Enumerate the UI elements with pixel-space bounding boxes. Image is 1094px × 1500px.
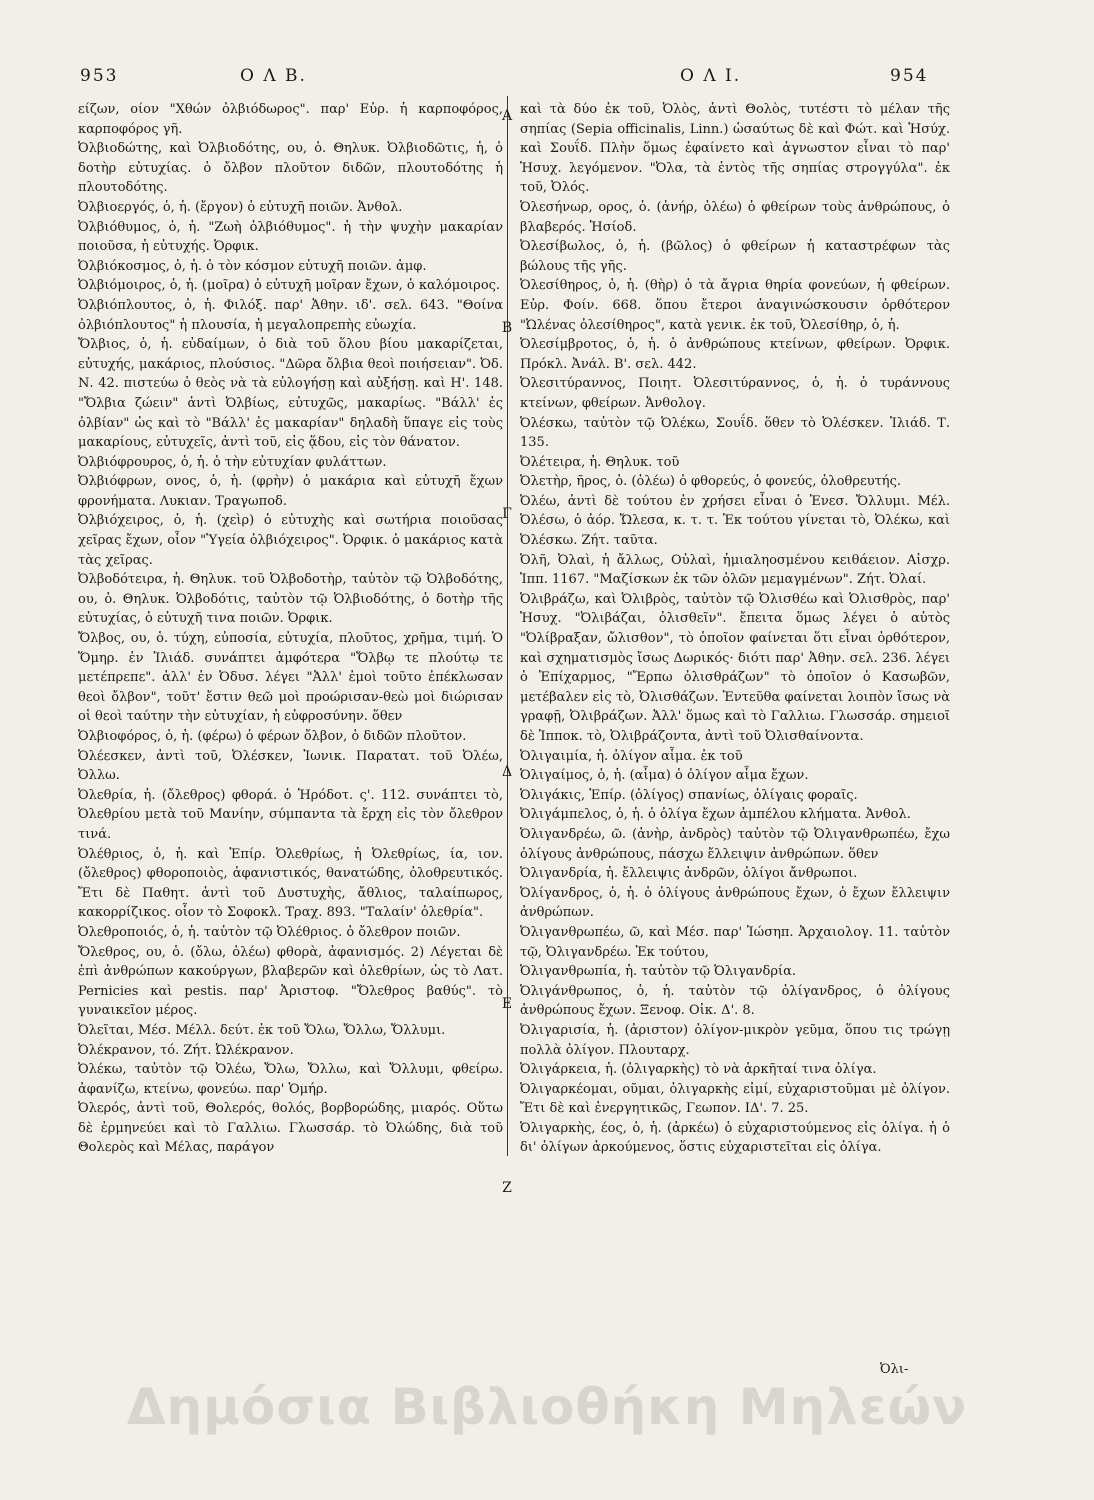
dictionary-entry: Ὀλβιόχειρος, ὁ, ἡ. (χεὶρ) ὁ εὐτυχὴς καὶ σωτήρια ποιοῦσας χεῖρας ἔχων, οἷον "Ὑγεία ὀλβιόχειρος". Ὀρφικ. ὁ μακάριος κατὰ τὰς χεῖρας. bbox=[78, 513, 503, 568]
dictionary-entry: Ὀλβιοδώτης, καὶ Ὀλβιοδότης, ου, ὁ. Θηλυκ. Ὀλβιοδῶτις, ἡ, ὁ δοτὴρ εὐτυχίας. ὁ ὄλβον πλοῦτον διδῶν, πλουτοδότης ἡ πλουτοδότης. bbox=[78, 141, 503, 196]
left-column bbox=[78, 100, 503, 1158]
dictionary-entry: Ὄλβιος, ὁ, ἡ. εὐδαίμων, ὁ διὰ τοῦ ὅλου βίου μακαρίζεται, εὐτυχής, μακάριος, πλούσιος. "Δῶρα ὄλβια θεοὶ ποιήσειαν". Ὀδ. Ν. 42. πιστεύω ὁ θεὸς νὰ τὰ εὐλογήσῃ καὶ αὐξήσῃ. καὶ Η'. 148. "Ὄλβια ζώειν" ἀντὶ Ὀλβίως, εὐτυχῶς, μακαρίως. "Βάλλ' ἐς ὀλβίαν" ὡς καὶ τὸ "Βάλλ' ἐς μακαρίαν" δηλαδὴ ὕπαγε εἰς τοὺς μακαρίους, εὐτυχεῖς, ἀντὶ τοῦ, εἰς ᾅδου, εἰς τὸν θάνατον. bbox=[78, 337, 503, 451]
dictionary-entry: Ὀλβιόκοσμος, ὁ, ἡ. ὁ τὸν κόσμον εὐτυχῆ ποιῶν. ἀμφ. bbox=[78, 258, 427, 274]
right-running-head: Ο Λ Ι. bbox=[680, 66, 742, 86]
dictionary-entry: Ὀλιγαιμία, ἡ. ὀλίγον αἷμα. ἐκ τοῦ bbox=[520, 748, 743, 764]
dictionary-entry: Ὀλιγανδρέω, ῶ. (ἀνὴρ, ἀνδρὸς) ταὐτὸν τῷ Ὀλιγανθρωπέω, ἔχω ὀλίγους ἀνθρώπους, πάσχω ἔλλειψιν ἀνθρώπων. ὅθεν bbox=[520, 826, 950, 862]
dictionary-entry: Ὀλβοδότειρα, ἡ. Θηλυκ. τοῦ Ὀλβοδοτὴρ, ταὐτὸν τῷ Ὀλβοδότης, ου, ὁ. Θηλυκ. Ὀλβοδότις, ταὐτὸν τῷ Ὀλβιοδότης, ὁ δοτὴρ τῆς εὐτυχίας, ὁ εὐτυχῆ τινα ποιῶν. Ὀρφικ. bbox=[78, 572, 503, 627]
dictionary-entry: Ὀλιβράζω, καὶ Ὀλιβρὸς, ταὐτὸν τῷ Ὀλισθέω καὶ Ὀλισθρὸς, παρ' Ἡσυχ. "Ὀλιβάζαι, ὀλισθεῖν". ἔπειτα ὅμως λέγει ὁ αὐτὸς "Ὀλίβραξαν, ὤλισθον", τὸ ὁποῖον φαίνεται ὅτι εἶναι ὀρθότερον, καὶ σχηματισμὸς ἴσως Δωρικός· διότι παρ' Ἀθην. σελ. 236. λέγει ὁ Ἐπίχαρμος, "Ἔρπω ὀλισθράζων" τὸ ὁποῖον ὁ Κασωβῶν, μετέβαλεν εἰς τὸ, Ὀλισθάζων. Ἐντεῦθα φαίνεται λοιπὸν ἴσως νὰ γραφῇ, Ὀλιβράζων. Ἀλλ' ὅμως καὶ τὸ Γαλλιω. Γλωσσάρ. σημειοῖ δὲ Ἱπποκ. τὸ, Ὀλιβράζοντα, ἀντὶ τοῦ Ὀλισθαίνοντα. bbox=[520, 591, 950, 744]
dictionary-entry: Ὀλβιόθυμος, ὁ, ἡ. "Ζωὴ ὀλβιόθυμος". ἡ τὴν ψυχὴν μακαρίαν ποιοῦσα, ἡ εὐτυχής. Ὀρφικ. bbox=[78, 219, 503, 255]
dictionary-entry: Ὀλιγάμπελος, ὁ, ἡ. ὁ ὀλίγα ἔχων ἀμπέλου κλήματα. Ἀνθολ. bbox=[520, 807, 911, 823]
dictionary-entry: Ὀλβιόμοιρος, ὁ, ἡ. (μοῖρα) ὁ εὐτυχῆ μοῖραν ἔχων, ὁ καλόμοιρος. bbox=[78, 278, 501, 294]
dictionary-entry: Ὀλιγανδρία, ἡ. ἔλλειψις ἀνδρῶν, ὀλίγοι ἄνθρωποι. bbox=[520, 866, 858, 882]
dictionary-entry: Ὀλεσήνωρ, ορος, ὁ. (ἀνήρ, ὀλέω) ὁ φθείρων τοὺς ἀνθρώπους, ὁ βλαβερός. Ἡσίοδ. bbox=[520, 199, 950, 235]
dictionary-entry: Ὀλετὴρ, ῆρος, ὁ. (ὀλέω) ὁ φθορεύς, ὁ φονεύς, ὀλοθρευτής. bbox=[520, 474, 901, 490]
section-marker: Δ bbox=[501, 764, 513, 780]
dictionary-entry: Ὀλέσκω, ταὐτὸν τῷ Ὀλέκω, Σουΐδ. ὅθεν τὸ Ὀλέσκεν. Ἰλιάδ. Τ. 135. bbox=[520, 415, 950, 451]
dictionary-entry: Ὀλβιοεργός, ὁ, ἡ. (ἔργον) ὁ εὐτυχῆ ποιῶν. Ἀνθολ. bbox=[78, 199, 403, 215]
library-watermark: Δημόσια Βιβλιοθήκη Μηλεών bbox=[126, 1378, 968, 1436]
section-marker: Β bbox=[501, 320, 513, 336]
dictionary-entry: Ὀλβιόφρων, ονος, ὁ, ἡ. (φρὴν) ὁ μακάρια καὶ εὐτυχῆ ἔχων φρονήματα. Λυκιαν. Τραγωποδ. bbox=[78, 474, 503, 509]
dictionary-entry: Ὀλεθροποιός, ὁ, ἡ. ταὐτὸν τῷ Ὀλέθριος. ὁ ὄλεθρον ποιῶν. bbox=[78, 924, 461, 940]
dictionary-entry: Ὀλιγάνθρωπος, ὁ, ἡ. ταὐτὸν τῷ ὀλίγανδρος, ὁ ὀλίγους ἀνθρώπους ἔχων. Ξενοφ. Οἰκ. Δ'. 8. bbox=[520, 983, 950, 1019]
dictionary-entry: Ὀλεῖται, Μέσ. Μέλλ. δεύτ. ἐκ τοῦ Ὄλω, Ὄλλω, Ὄλλυμι. bbox=[78, 1022, 446, 1038]
dictionary-entry: Ὀλιγαίμος, ὁ, ἡ. (αἷμα) ὁ ὀλίγον αἷμα ἔχων. bbox=[520, 768, 809, 784]
dictionary-entry: Ὀλιγάρκεια, ἡ. (ὀλιγαρκὴς) τὸ νὰ ἀρκῆταί τινα ὀλίγα. bbox=[520, 1062, 877, 1078]
section-marker: Α bbox=[501, 108, 513, 124]
dictionary-entry: Ὀλιγανθρωπέω, ῶ, καὶ Μέσ. παρ' Ἰώσηπ. Ἀρχαιολογ. 11. ταὐτὸν τῷ, Ὀλιγανδρέω. Ἐκ τούτου, bbox=[520, 924, 950, 960]
dictionary-entry: Ὀλεσίμβροτος, ὁ, ἡ. ὁ ἀνθρώπους κτείνων, φθείρων. Ὀρφικ. Πρόκλ. Ἀνάλ. Β'. σελ. 442. bbox=[520, 337, 950, 372]
dictionary-entry: Ὀλεθρία, ἡ. (ὄλεθρος) φθορά. ὁ Ἡρόδοτ. ς'. 112. συνάπτει τὸ, Ὀλεθρίου μετὰ τοῦ Μανίην, σύμπαντα τὰ ἔρχη εἰς τὸν ὄλεθρον τινά. bbox=[78, 787, 503, 842]
dictionary-entry: Ὀλβιόφρουρος, ὁ, ἡ. ὁ τὴν εὐτυχίαν φυλάττων. bbox=[78, 454, 387, 470]
dictionary-entry: καὶ τὰ δύο ἐκ τοῦ, Ὀλὸς, ἀντὶ Θολὸς, τυτέστι τὸ μέλαν τῆς σηπίας (Sepia officinalis, Linn.) ὡσαύτως δὲ καὶ Φώτ. καὶ Ἡσύχ. καὶ Σουΐδ. Πλὴν ὅμως ἐφαίνετο καὶ ἀγνωστον εἶναι τὸ παρ' Ἡσυχ. λεγόμενον. "Ὀλα, τὰ ἐντὸς τῆς σηπίας στρογγύλα". ἐκ τοῦ, Ὀλός. bbox=[520, 102, 950, 196]
dictionary-entry: Ὀλβιόπλουτος, ὁ, ἡ. Φιλόξ. παρ' Ἀθην. ιδ'. σελ. 643. "Θοίνα ὀλβιόπλουτος" ἡ πλουσία, ἡ μεγαλοπρεπὴς εὐωχία. bbox=[78, 297, 503, 333]
dictionary-entry: είζων, οίον "Χθών ὀλβιόδωρος". παρ' Εὐρ. ἡ καρποφόρος, καρποφόρος γῆ. bbox=[78, 102, 503, 137]
dictionary-entry: Ὀλεσίβωλος, ὁ, ἡ. (βῶλος) ὁ φθείρων ἡ καταστρέφων τὰς βώλους τῆς γῆς. bbox=[520, 239, 950, 274]
dictionary-entry: Ὀλέθριος, ὁ, ἡ. καὶ Ἐπίρ. Ὀλεθρίως, ἡ Ὀλεθρίως, ία, ιον. (ὄλεθρος) φθοροποιὸς, ἀφανιστικός, θανατώδης, ὀλοθρευτικός. Ἔτι δὲ Παθητ. ἀντὶ τοῦ Δυστυχὴς, ἄθλιος, ταλαίπωρος, κακορρίζικος. οἷον τὸ Σοφοκλ. Τραχ. 893. "Ταλαίν' ὀλεθρία". bbox=[78, 846, 503, 921]
dictionary-entry: Ὄλβος, ου, ὁ. τύχη, εὐποσία, εὐτυχία, πλοῦτος, χρῆμα, τιμή. Ὁ Ὅμηρ. ἐν Ἰλιάδ. συνάπτει ἀμφότερα "Ὄλβῳ τε πλούτῳ τε μετέπρεπε". ἀλλ' ἐν Ὀδυσ. λέγει "Ἀλλ' ἐμοὶ τοῦτο ἐπέκλωσαν θεοὶ ὄλβον", τοῦτ' ἔστιν θεῶ μοὶ προώρισαν-θεὼ μοὶ διώρισαν οἱ θεοὶ ταύτην τὴν εὐτυχίαν, ἡ εὐφροσύνην. ὅθεν bbox=[78, 631, 503, 725]
left-running-head: Ο Λ Β. bbox=[240, 66, 307, 86]
dictionary-entry: Ὀλίγανδρος, ὁ, ἡ. ὁ ὀλίγους ἀνθρώπους ἔχων, ὁ ἔχων ἔλλειψιν ἀνθρώπων. bbox=[520, 885, 950, 921]
dictionary-entry: Ὀλερός, ἀντὶ τοῦ, Θολερός, θολός, βορβορώδης, μιαρός. Οὕτω δὲ ἐρμηνεύει καὶ τὸ Γαλλιω. Γλωσσάρ. τὸ Ὀλώδης, διὰ τοῦ Θολερὸς καὶ Μέλας, παράγον bbox=[78, 1101, 503, 1156]
right-page-number: 954 bbox=[890, 66, 929, 86]
dictionary-entry: Ὀλέω, ἀντὶ δὲ τούτου ἐν χρήσει εἶναι ὁ Ἐνεσ. Ὄλλυμι. Μέλ. Ὀλέσω, ὁ ἀόρ. Ὤλεσα, κ. τ. τ. Ἐκ τούτου γίνεται τὸ, Ὀλέκω, καὶ Ὀλέσκω. Ζήτ. ταῦτα. bbox=[520, 493, 950, 549]
dictionary-entry: Ὀλέκρανον, τό. Ζήτ. Ὠλέκρανον. bbox=[78, 1042, 294, 1058]
left-page-number: 953 bbox=[80, 66, 119, 86]
dictionary-entry: Ὀλιγάκις, Ἐπίρ. (ὀλίγος) σπανίως, ὀλίγαις φοραῖς. bbox=[520, 787, 858, 803]
right-column bbox=[520, 100, 950, 1158]
dictionary-entry: Ὀλιγανθρωπία, ἡ. ταὐτὸν τῷ Ὀλιγανδρία. bbox=[520, 964, 797, 980]
dictionary-entry: Ὀλέκω, ταὐτὸν τῷ Ὀλέω, Ὄλω, Ὄλλω, καὶ Ὄλλυμι, φθείρω. ἀφανίζω, κτείνω, φονεύω. παρ' Ὁμήρ. bbox=[78, 1062, 503, 1097]
dictionary-entry: Ὀλεσιτύραννος, Ποιητ. Ὀλεσιτύραννος, ὁ, ἡ. ὁ τυράννους κτείνων, φθείρων. Ἀνθολογ. bbox=[520, 376, 950, 411]
dictionary-entry: Ὀλιγαρκὴς, έος, ὁ, ἡ. (ἀρκέω) ὁ εὐχαριστούμενος εἰς ὀλίγα. ἡ ὁ δι' ὀλίγων ἀρκούμενος, ὅστις εὐχαριστεῖται εἰς ὀλίγα. bbox=[520, 1120, 950, 1156]
dictionary-entry: Ὀλέεσκεν, ἀντὶ τοῦ, Ὀλέσκεν, Ἰωνικ. Παρατατ. τοῦ Ὀλέω, Ὀλλω. bbox=[78, 748, 503, 784]
dictionary-entry: Ὀλιγαρισία, ἡ. (ἀριστον) ὀλίγον-μικρὸν γεῦμα, ὅπου τις τρώγῃ πολλὰ ὀλίγον. Πλουταρχ. bbox=[520, 1022, 950, 1058]
dictionary-entry: Ὀλβιοφόρος, ὁ, ἡ. (φέρω) ὁ φέρων ὄλβον, ὁ διδῶν πλοῦτον. bbox=[78, 729, 467, 744]
section-marker: Ζ bbox=[502, 1180, 512, 1196]
dictionary-entry: Ὀλέτειρα, ἡ. Θηλυκ. τοῦ bbox=[520, 454, 680, 470]
section-marker: Ε bbox=[501, 996, 513, 1012]
dictionary-entry: Ὀλεσίθηρος, ὁ, ἡ. (θὴρ) ὁ τὰ ἄγρια θηρία φονεύων, ἡ φθείρων. Εὐρ. Φοίν. 668. ὅπου ἔτεροι ἀναγινώσκουσιν ὀρθότερον "Ὠλένας ὀλεσίθηρος", κατὰ γενικ. ἐκ τοῦ, Ὀλεσίθηρ, ὁ, ἡ. bbox=[520, 278, 950, 333]
catchword: Ὀλι- bbox=[880, 1362, 909, 1377]
section-marker: Γ bbox=[502, 506, 512, 522]
dictionary-entry: Ὄλεθρος, ου, ὁ. (ὄλω, ὀλέω) φθορὰ, ἀφανισμός. 2) Λέγεται δὲ ἐπὶ ἀνθρώπων κακούργων, βλαβερῶν καὶ ὀλεθρίων, ὡς τὸ Λατ. Pernicies καὶ pestis. παρ' Ἀριστοφ. "Ὄλεθρος βαθύς". τὸ γυναικεῖον μέρος. bbox=[78, 944, 503, 1019]
dictionary-entry: Ὀλῆ, Ὀλαὶ, ἡ ἄλλως, Οὐλαὶ, ἡμιαληοσμένου κειθάειον. Αἰσχρ. Ἱππ. 1167. "Μαζίσκων ἐκ τῶν ὀλῶν μεμαγμένων". Ζήτ. Ὀλαί. bbox=[520, 552, 950, 588]
dictionary-entry: Ὀλιγαρκέομαι, οῦμαι, ὀλιγαρκὴς εἰμί, εὐχαριστοῦμαι μὲ ὀλίγον. Ἔτι δὲ καὶ ἐνεργητικῶς, Γεωπον. ΙΔ'. 7. 25. bbox=[520, 1081, 950, 1117]
running-header bbox=[80, 66, 940, 96]
